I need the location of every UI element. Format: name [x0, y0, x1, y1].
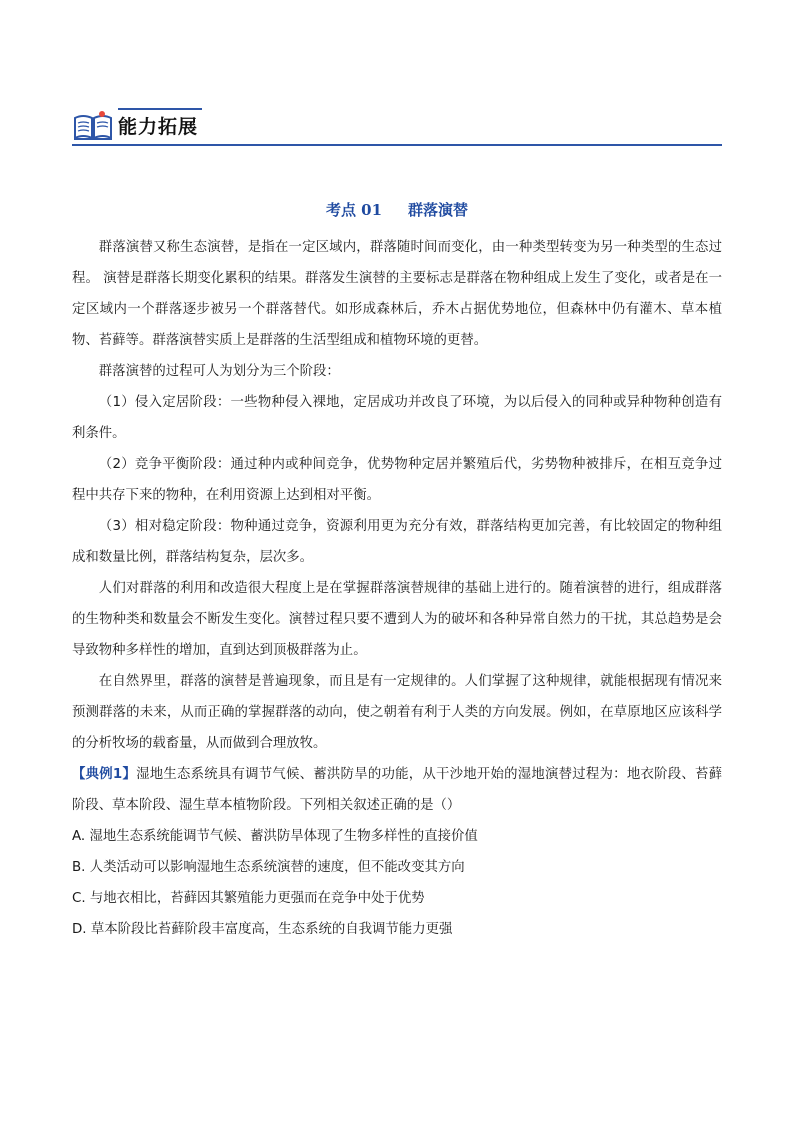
- section-header: [72, 104, 722, 148]
- header-rule: [72, 144, 722, 146]
- open-book-icon: [72, 108, 114, 142]
- header-title: 能力拓展: [118, 116, 199, 138]
- header-top-rule: [118, 108, 202, 110]
- section-number: 考点 01: [325, 201, 383, 219]
- option-b: B. 人类活动可以影响湿地生态系统演替的速度，但不能改变其方向: [72, 860, 465, 875]
- main-content: [72, 232, 722, 945]
- paragraph-stages-intro: 群落演替的过程可人为划分为三个阶段：: [98, 364, 340, 379]
- option-d: D. 草本阶段比苔藓阶段丰富度高，生态系统的自我调节能力更强: [72, 922, 453, 937]
- paragraph-nature: 在自然界里，群落的演替是普遍现象，而且是有一定规律的。人们掌握了这种规律，就能根据现有情况来预测群落的未来，从而正确的掌握群落的动向，使之朝着有利于人类的方向发展。例如，在草原地区应该科学的分析牧场的载畜量，从而做到合理放牧。: [72, 674, 722, 751]
- example-label: 【典例1】: [72, 767, 137, 782]
- paragraph-stage-1: （1）侵入定居阶段：一些物种侵入裸地，定居成功并改良了环境，为以后侵入的同种或异种物种创造有利条件。: [72, 395, 722, 441]
- option-c: C. 与地衣相比，苔藓因其繁殖能力更强而在竞争中处于优势: [72, 891, 425, 906]
- example-question-text: 湿地生态系统具有调节气候、蓄洪防旱的功能，从干沙地开始的湿地演替过程为：地衣阶段、苔藓阶段、草本阶段、湿生草本植物阶段。下列相关叙述正确的是（）: [72, 767, 722, 813]
- paragraph-definition: 群落演替又称生态演替，是指在一定区域内，群落随时间而变化，由一种类型转变为另一种类型的生态过程。 演替是群落长期变化累积的结果。群落发生演替的主要标志是群落在物种组成上发生了变化，或者是在一定区域内一个群落逐步被另一个群落替代。如形成森林后，乔木占据优势地位，但森林中仍有灌木、草本植物、苔藓等。群落演替实质上是群落的生活型组成和植物环境的更替。: [72, 240, 722, 348]
- option-a: A. 湿地生态系统能调节气候、蓄洪防旱体现了生物多样性的直接价值: [72, 829, 478, 844]
- section-name: 群落演替: [408, 201, 469, 219]
- paragraph-stage-3: （3）相对稳定阶段：物种通过竞争，资源利用更为充分有效，群落结构更加完善，有比较固定的物种组成和数量比例，群落结构复杂，层次多。: [72, 519, 722, 565]
- section-title: [72, 199, 722, 221]
- example-question: [72, 759, 722, 821]
- paragraph-stage-2: （2）竞争平衡阶段：通过种内或种间竞争，优势物种定居并繁殖后代，劣势物种被排斥，在相互竞争过程中共存下来的物种，在利用资源上达到相对平衡。: [72, 457, 722, 503]
- paragraph-utilization: 人们对群落的利用和改造很大程度上是在掌握群落演替规律的基础上进行的。随着演替的进行，组成群落的生物种类和数量会不断发生变化。演替过程只要不遭到人为的破坏和各种异常自然力的干扰，其总趋势是会导致物种多样性的增加，直到达到顶极群落为止。: [72, 581, 722, 658]
